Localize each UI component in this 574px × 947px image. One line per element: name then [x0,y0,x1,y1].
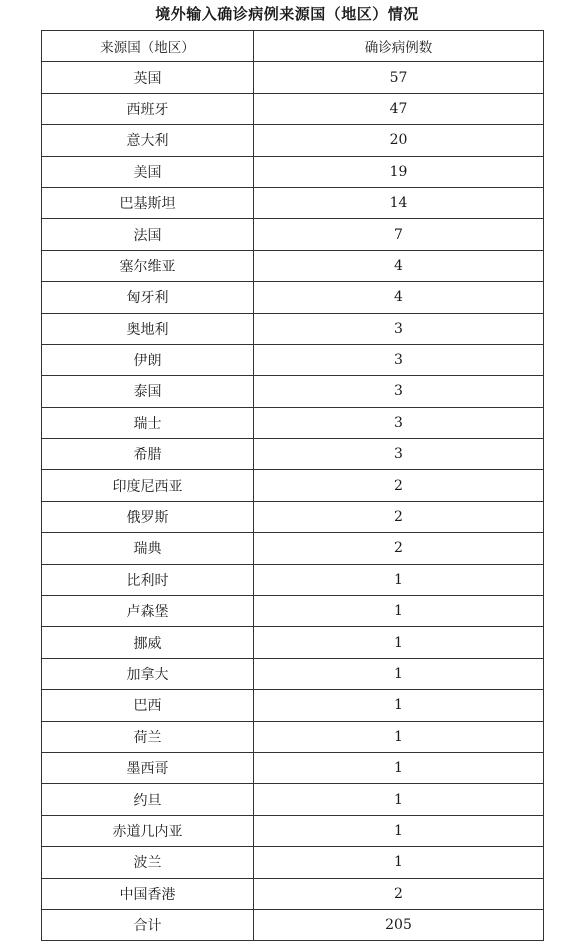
count-cell: 14 [254,187,544,218]
table-row [42,125,544,156]
table-row [42,752,544,783]
count-cell: 1 [254,658,544,689]
table-row [42,407,544,438]
header-count: 确诊病例数 [254,31,544,62]
total-count: 205 [254,909,544,940]
country-cell: 约旦 [42,784,254,815]
count-cell: 2 [254,501,544,532]
country-cell: 意大利 [42,125,254,156]
count-cell: 1 [254,815,544,846]
table-total-row [42,909,544,940]
table-row [42,596,544,627]
country-cell: 塞尔维亚 [42,250,254,281]
table-row [42,219,544,250]
country-cell: 法国 [42,219,254,250]
count-cell: 3 [254,344,544,375]
country-cell: 西班牙 [42,93,254,124]
count-cell: 7 [254,219,544,250]
country-cell: 巴西 [42,690,254,721]
count-cell: 3 [254,313,544,344]
country-cell: 挪威 [42,627,254,658]
count-cell: 2 [254,878,544,909]
count-cell: 20 [254,125,544,156]
table-row [42,690,544,721]
table-row [42,658,544,689]
count-cell: 1 [254,784,544,815]
page-title: 境外输入确诊病例来源国（地区）情况 [155,5,419,23]
count-cell: 3 [254,407,544,438]
country-cell: 波兰 [42,847,254,878]
cases-table [41,30,544,941]
country-cell: 巴基斯坦 [42,187,254,218]
table-row [42,250,544,281]
count-cell: 2 [254,533,544,564]
header-country: 来源国（地区） [42,31,254,62]
country-cell: 瑞典 [42,533,254,564]
count-cell: 2 [254,470,544,501]
count-cell: 1 [254,752,544,783]
country-cell: 匈牙利 [42,282,254,313]
country-cell: 泰国 [42,376,254,407]
count-cell: 3 [254,439,544,470]
table-row [42,533,544,564]
table-row [42,501,544,532]
table-row [42,62,544,93]
table-row [42,878,544,909]
table-body [42,62,544,910]
count-cell: 3 [254,376,544,407]
country-cell: 比利时 [42,564,254,595]
table-row [42,721,544,752]
count-cell: 1 [254,847,544,878]
country-cell: 俄罗斯 [42,501,254,532]
table-row [42,439,544,470]
table-row [42,847,544,878]
table-header-row [42,31,544,62]
table-row [42,815,544,846]
country-cell: 赤道几内亚 [42,815,254,846]
country-cell: 墨西哥 [42,752,254,783]
count-cell: 57 [254,62,544,93]
country-cell: 希腊 [42,439,254,470]
table-row [42,784,544,815]
table-row [42,470,544,501]
count-cell: 4 [254,282,544,313]
total-label: 合计 [42,909,254,940]
country-cell: 加拿大 [42,658,254,689]
table-row [42,564,544,595]
country-cell: 奥地利 [42,313,254,344]
country-cell: 英国 [42,62,254,93]
table-row [42,282,544,313]
country-cell: 美国 [42,156,254,187]
count-cell: 4 [254,250,544,281]
count-cell: 1 [254,721,544,752]
table-row [42,376,544,407]
count-cell: 1 [254,564,544,595]
country-cell: 印度尼西亚 [42,470,254,501]
count-cell: 1 [254,596,544,627]
count-cell: 1 [254,627,544,658]
table-row [42,344,544,375]
table-row [42,93,544,124]
country-cell: 荷兰 [42,721,254,752]
count-cell: 47 [254,93,544,124]
country-cell: 卢森堡 [42,596,254,627]
table-row [42,156,544,187]
country-cell: 瑞士 [42,407,254,438]
count-cell: 19 [254,156,544,187]
table-row [42,187,544,218]
country-cell: 伊朗 [42,344,254,375]
table-row [42,627,544,658]
count-cell: 1 [254,690,544,721]
table-row [42,313,544,344]
country-cell: 中国香港 [42,878,254,909]
